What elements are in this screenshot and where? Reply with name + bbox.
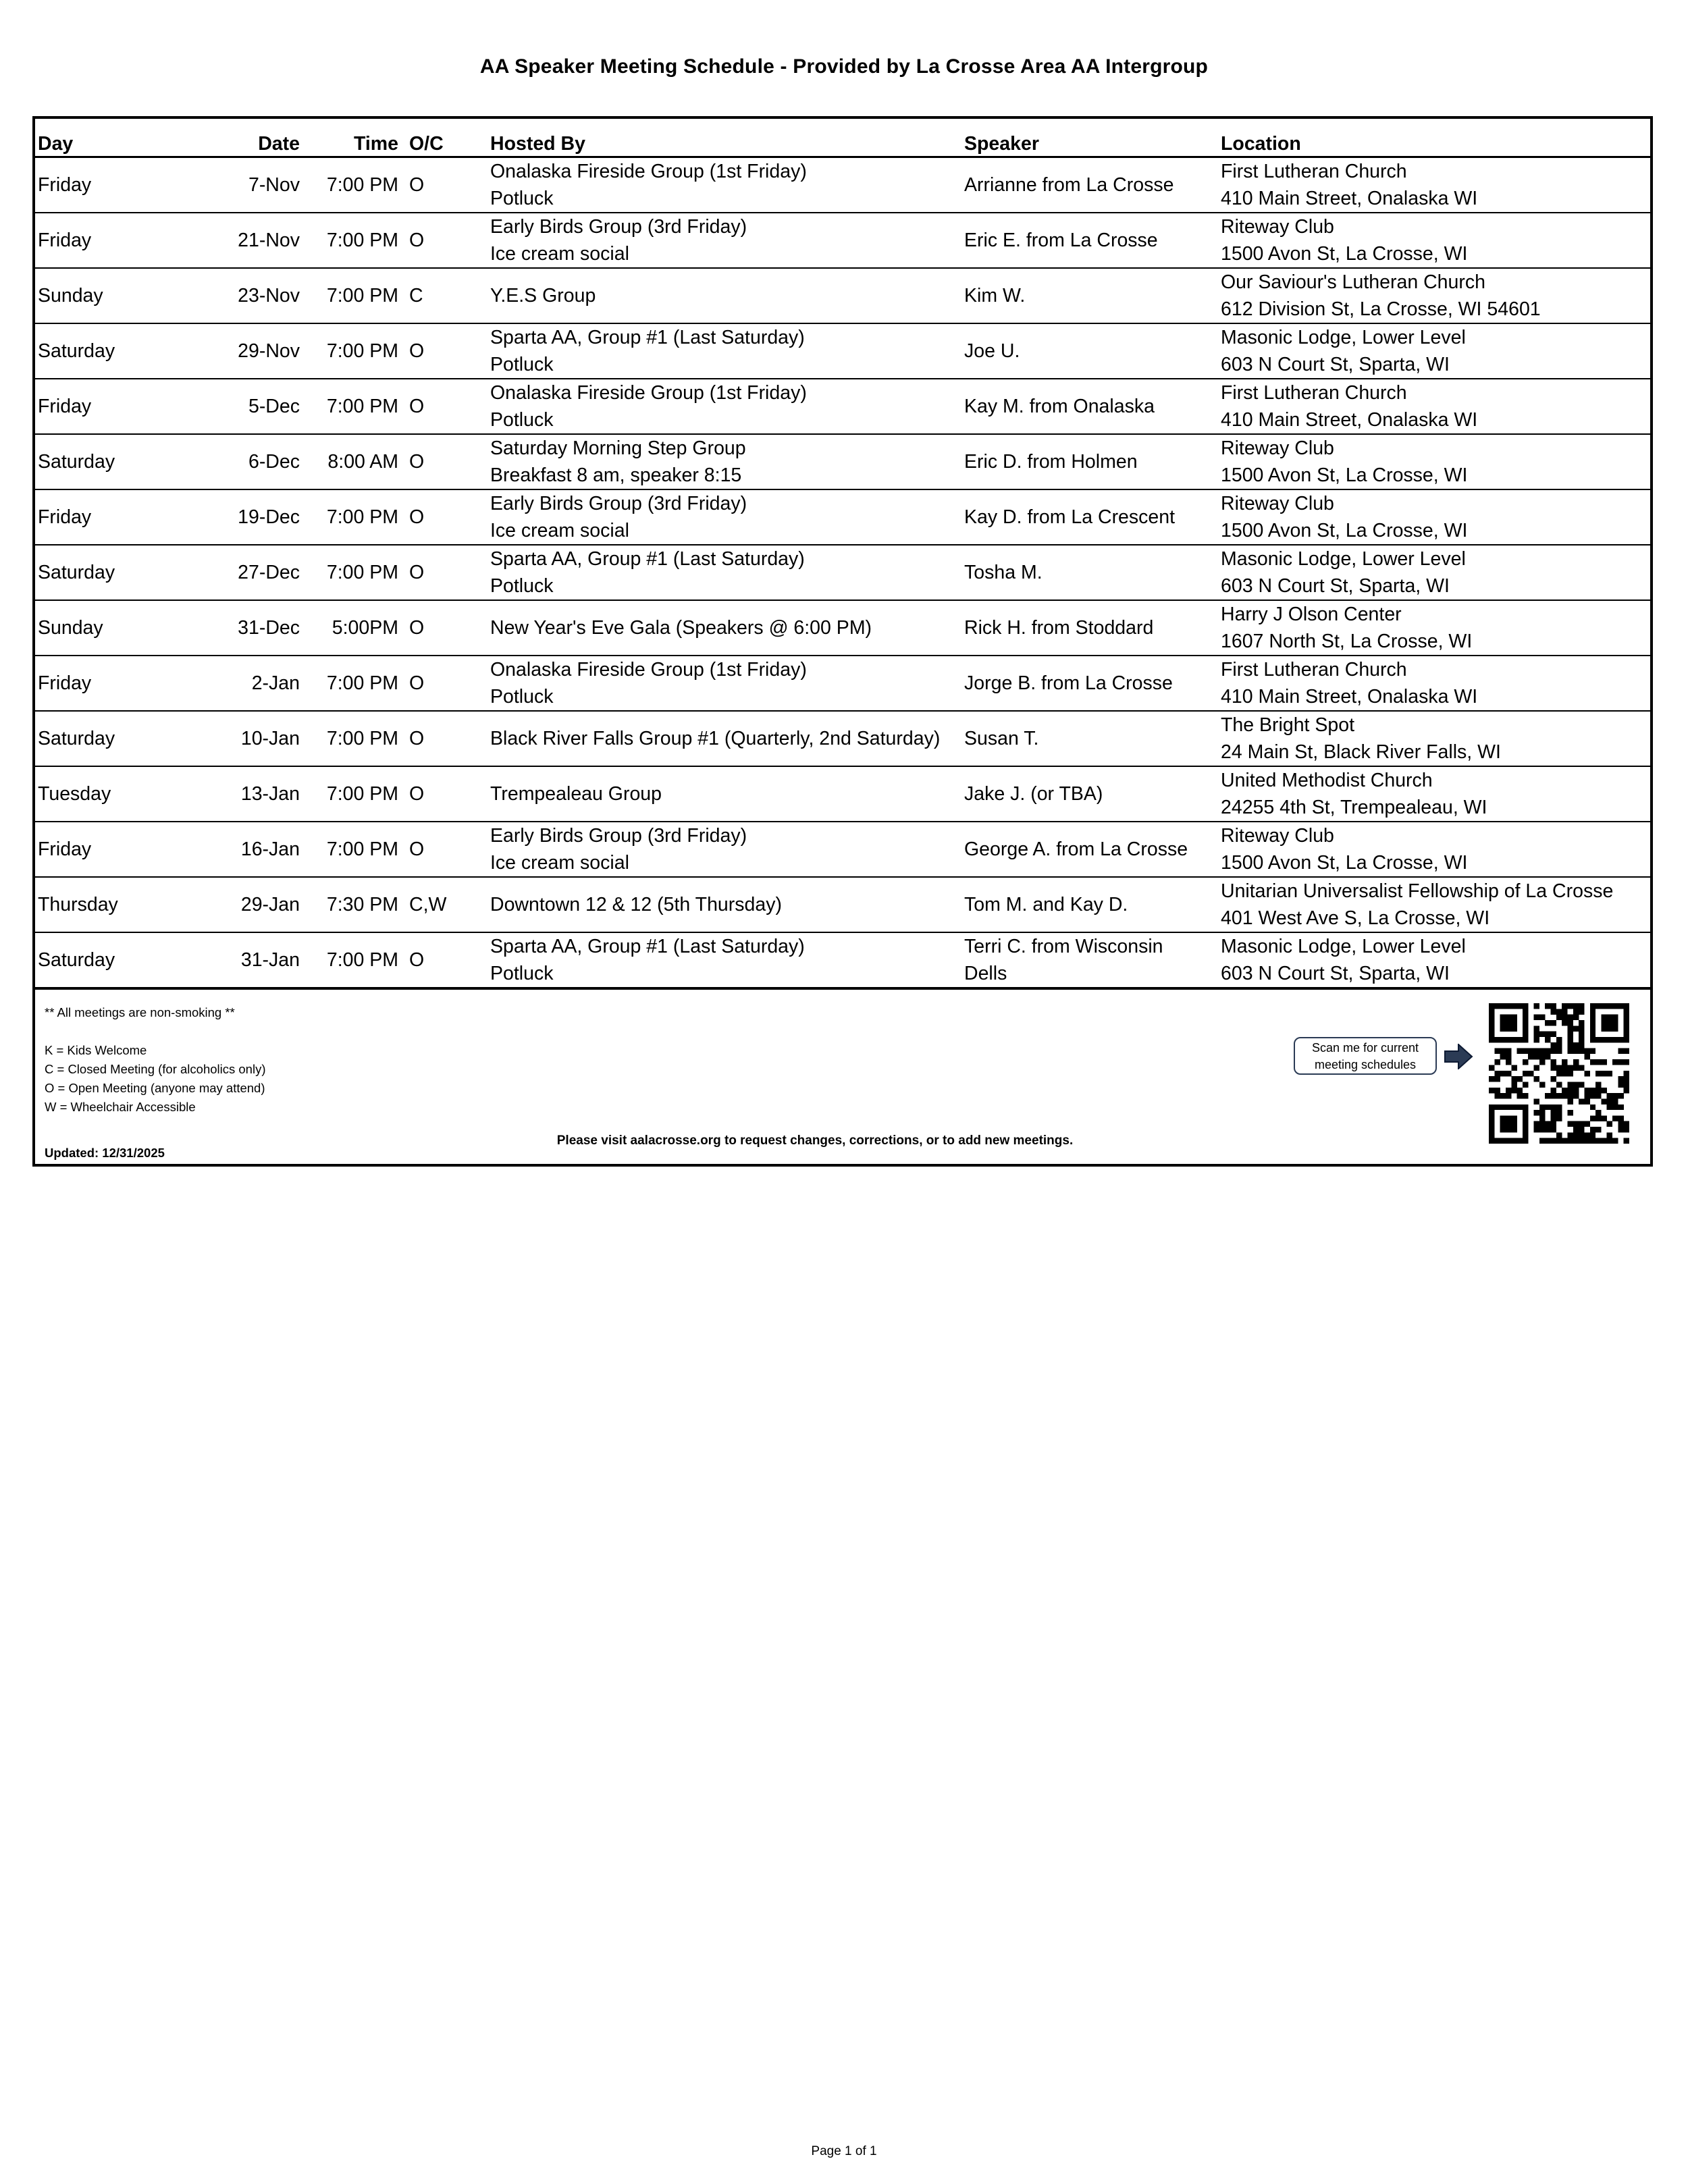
cell-hosted-by-line-1: Downtown 12 & 12 (5th Thursday) xyxy=(490,894,782,915)
cell-speaker-line-1: Kim W. xyxy=(964,285,1026,307)
scan-line-1: Scan me for current xyxy=(1311,1041,1419,1055)
cell-location-line-2: 1500 Avon St, La Crosse, WI xyxy=(1221,520,1468,541)
cell-hosted-by-line-2: Potluck xyxy=(490,188,554,209)
cell-time: 7:00 PM xyxy=(308,157,406,213)
cell-time: 7:00 PM xyxy=(308,766,406,822)
cell-hosted-by xyxy=(487,711,961,766)
cell-day: Friday xyxy=(35,213,221,268)
cell-location-line-2: 410 Main Street, Onalaska WI xyxy=(1221,409,1478,431)
header-time: Time xyxy=(308,119,406,157)
cell-hosted-by xyxy=(487,822,961,877)
table-row xyxy=(35,157,1650,213)
cell-hosted-by-line-1: Sparta AA, Group #1 (Last Saturday) xyxy=(490,936,805,957)
schedule-table xyxy=(35,119,1650,990)
cell-location xyxy=(1218,656,1650,711)
cell-location xyxy=(1218,932,1650,988)
cell-date: 29-Nov xyxy=(221,323,308,379)
cell-day: Sunday xyxy=(35,600,221,656)
updated-date: Updated: 12/31/2025 xyxy=(45,1146,165,1160)
table-row xyxy=(35,656,1650,711)
cell-speaker-line-1: Tosha M. xyxy=(964,562,1043,583)
cell-day: Saturday xyxy=(35,711,221,766)
cell-oc: O xyxy=(406,545,487,600)
cell-speaker-line-1: Jorge B. from La Crosse xyxy=(964,672,1173,694)
cell-hosted-by-line-1: Trempealeau Group xyxy=(490,783,662,805)
cell-hosted-by xyxy=(487,157,961,213)
cell-day: Sunday xyxy=(35,268,221,323)
cell-oc: O xyxy=(406,822,487,877)
cell-speaker-line-1: Arrianne from La Crosse xyxy=(964,174,1174,196)
header-oc: O/C xyxy=(406,119,487,157)
cell-location xyxy=(1218,489,1650,545)
cell-speaker xyxy=(961,434,1218,489)
cell-hosted-by-line-1: Sparta AA, Group #1 (Last Saturday) xyxy=(490,548,805,570)
header-speaker: Speaker xyxy=(961,119,1218,157)
legend-item: W = Wheelchair Accessible xyxy=(45,1100,196,1114)
cell-location xyxy=(1218,711,1650,766)
cell-hosted-by-line-2: Potluck xyxy=(490,354,554,375)
table-row xyxy=(35,545,1650,600)
cell-speaker-line-1: Eric D. from Holmen xyxy=(964,451,1138,473)
cell-date: 10-Jan xyxy=(221,711,308,766)
cell-oc: O xyxy=(406,766,487,822)
cell-time: 5:00PM xyxy=(308,600,406,656)
cell-speaker-line-1: Jake J. (or TBA) xyxy=(964,783,1103,805)
cell-time: 7:00 PM xyxy=(308,932,406,988)
cell-speaker-line-1: Terri C. from Wisconsin xyxy=(964,936,1163,957)
cell-hosted-by-line-2: Potluck xyxy=(490,686,554,708)
cell-hosted-by xyxy=(487,489,961,545)
cell-time: 7:30 PM xyxy=(308,877,406,932)
cell-location xyxy=(1218,268,1650,323)
cell-location-line-1: Riteway Club xyxy=(1221,825,1334,847)
cell-oc: O xyxy=(406,323,487,379)
cell-hosted-by-line-1: Sparta AA, Group #1 (Last Saturday) xyxy=(490,327,805,348)
cell-speaker-line-2: Dells xyxy=(964,963,1007,984)
cell-location-line-2: 1500 Avon St, La Crosse, WI xyxy=(1221,464,1468,486)
header-row xyxy=(35,119,1650,157)
cell-date: 27-Dec xyxy=(221,545,308,600)
table-row xyxy=(35,268,1650,323)
cell-oc: O xyxy=(406,489,487,545)
cell-speaker-line-1: Kay M. from Onalaska xyxy=(964,396,1155,417)
cell-hosted-by xyxy=(487,766,961,822)
table-row xyxy=(35,213,1650,268)
cell-time: 7:00 PM xyxy=(308,323,406,379)
cell-speaker xyxy=(961,379,1218,434)
table-row xyxy=(35,600,1650,656)
cell-date: 19-Dec xyxy=(221,489,308,545)
cell-hosted-by-line-2: Potluck xyxy=(490,575,554,597)
cell-day: Saturday xyxy=(35,323,221,379)
table-row xyxy=(35,323,1650,379)
cell-time: 7:00 PM xyxy=(308,656,406,711)
cell-time: 7:00 PM xyxy=(308,379,406,434)
cell-date: 13-Jan xyxy=(221,766,308,822)
cell-day: Friday xyxy=(35,656,221,711)
cell-speaker xyxy=(961,600,1218,656)
cell-date: 7-Nov xyxy=(221,157,308,213)
cell-hosted-by xyxy=(487,379,961,434)
scan-line-2: meeting schedules xyxy=(1314,1058,1417,1071)
legend-item: O = Open Meeting (anyone may attend) xyxy=(45,1081,265,1095)
cell-hosted-by-line-1: Onalaska Fireside Group (1st Friday) xyxy=(490,659,807,681)
cell-location-line-2: 410 Main Street, Onalaska WI xyxy=(1221,686,1478,708)
cell-hosted-by xyxy=(487,656,961,711)
cell-oc: C xyxy=(406,268,487,323)
cell-date: 16-Jan xyxy=(221,822,308,877)
table-row xyxy=(35,877,1650,932)
cell-date: 31-Dec xyxy=(221,600,308,656)
cell-time: 7:00 PM xyxy=(308,711,406,766)
cell-location-line-1: Riteway Club xyxy=(1221,493,1334,514)
cell-time: 7:00 PM xyxy=(308,268,406,323)
cell-location-line-1: The Bright Spot xyxy=(1221,714,1355,736)
cell-hosted-by-line-2: Breakfast 8 am, speaker 8:15 xyxy=(490,464,742,486)
cell-hosted-by-line-1: New Year's Eve Gala (Speakers @ 6:00 PM) xyxy=(490,617,872,639)
cell-speaker xyxy=(961,545,1218,600)
arrow-right-icon xyxy=(1444,1044,1473,1069)
cell-location xyxy=(1218,379,1650,434)
cell-location-line-1: Masonic Lodge, Lower Level xyxy=(1221,548,1466,570)
cell-hosted-by xyxy=(487,877,961,932)
cell-location-line-2: 24 Main St, Black River Falls, WI xyxy=(1221,741,1501,763)
cell-hosted-by-line-2: Ice cream social xyxy=(490,520,629,541)
cell-day: Friday xyxy=(35,157,221,213)
table-row xyxy=(35,766,1650,822)
cell-speaker xyxy=(961,932,1218,988)
cell-speaker xyxy=(961,268,1218,323)
cell-hosted-by-line-1: Early Birds Group (3rd Friday) xyxy=(490,216,747,238)
cell-location-line-1: Unitarian Universalist Fellowship of La Crosse xyxy=(1221,880,1614,902)
cell-day: Saturday xyxy=(35,932,221,988)
cell-oc: O xyxy=(406,656,487,711)
cell-date: 21-Nov xyxy=(221,213,308,268)
cell-day: Friday xyxy=(35,489,221,545)
cell-hosted-by xyxy=(487,932,961,988)
cell-location xyxy=(1218,600,1650,656)
cell-time: 7:00 PM xyxy=(308,822,406,877)
cell-hosted-by-line-2: Potluck xyxy=(490,409,554,431)
cell-location-line-2: 603 N Court St, Sparta, WI xyxy=(1221,354,1450,375)
cell-speaker xyxy=(961,711,1218,766)
cell-speaker-line-1: Kay D. from La Crescent xyxy=(964,506,1176,528)
cell-location-line-1: Our Saviour's Lutheran Church xyxy=(1221,271,1485,293)
cell-time: 7:00 PM xyxy=(308,213,406,268)
cell-oc: O xyxy=(406,434,487,489)
qr-code-icon[interactable] xyxy=(1484,1003,1634,1144)
cell-location xyxy=(1218,213,1650,268)
cell-oc: O xyxy=(406,711,487,766)
cell-location-line-1: First Lutheran Church xyxy=(1221,161,1407,182)
cell-location-line-1: First Lutheran Church xyxy=(1221,382,1407,404)
cell-date: 29-Jan xyxy=(221,877,308,932)
cell-day: Friday xyxy=(35,822,221,877)
cell-speaker-line-1: Eric E. from La Crosse xyxy=(964,230,1158,251)
cell-location-line-2: 1607 North St, La Crosse, WI xyxy=(1221,631,1473,652)
cell-hosted-by-line-1: Early Birds Group (3rd Friday) xyxy=(490,825,747,847)
cell-location-line-2: 603 N Court St, Sparta, WI xyxy=(1221,963,1450,984)
cell-date: 31-Jan xyxy=(221,932,308,988)
cell-speaker xyxy=(961,213,1218,268)
cell-hosted-by xyxy=(487,323,961,379)
table-row xyxy=(35,379,1650,434)
cell-hosted-by-line-1: Saturday Morning Step Group xyxy=(490,437,746,459)
cell-hosted-by-line-1: Onalaska Fireside Group (1st Friday) xyxy=(490,382,807,404)
table-row xyxy=(35,822,1650,877)
visit-note: Please visit aalacrosse.org to request changes, corrections, or to add new meetings. xyxy=(556,1134,1074,1148)
cell-location-line-1: Masonic Lodge, Lower Level xyxy=(1221,327,1466,348)
cell-date: 2-Jan xyxy=(221,656,308,711)
table-row xyxy=(35,711,1650,766)
cell-speaker xyxy=(961,157,1218,213)
cell-hosted-by xyxy=(487,213,961,268)
cell-location-line-2: 1500 Avon St, La Crosse, WI xyxy=(1221,243,1468,265)
cell-hosted-by-line-1: Black River Falls Group #1 (Quarterly, 2nd Saturday) xyxy=(490,728,941,749)
cell-location-line-2: 401 West Ave S, La Crosse, WI xyxy=(1221,907,1490,929)
cell-location-line-1: United Methodist Church xyxy=(1221,770,1433,791)
cell-speaker-line-1: Susan T. xyxy=(964,728,1039,749)
cell-speaker xyxy=(961,877,1218,932)
cell-oc: O xyxy=(406,600,487,656)
cell-hosted-by xyxy=(487,545,961,600)
cell-location xyxy=(1218,877,1650,932)
header-hosted-by: Hosted By xyxy=(487,119,961,157)
cell-location-line-2: 24255 4th St, Trempealeau, WI xyxy=(1221,797,1487,818)
cell-hosted-by xyxy=(487,268,961,323)
cell-time: 7:00 PM xyxy=(308,489,406,545)
footer xyxy=(32,990,1653,1167)
cell-hosted-by-line-1: Onalaska Fireside Group (1st Friday) xyxy=(490,161,807,182)
cell-time: 7:00 PM xyxy=(308,545,406,600)
cell-location xyxy=(1218,822,1650,877)
cell-location xyxy=(1218,323,1650,379)
cell-day: Saturday xyxy=(35,434,221,489)
cell-oc: C,W xyxy=(406,877,487,932)
cell-location xyxy=(1218,434,1650,489)
cell-hosted-by-line-1: Y.E.S Group xyxy=(490,285,596,307)
cell-speaker xyxy=(961,656,1218,711)
cell-speaker xyxy=(961,489,1218,545)
cell-speaker-line-1: Tom M. and Kay D. xyxy=(964,894,1128,915)
cell-speaker-line-1: Joe U. xyxy=(964,340,1020,362)
cell-date: 5-Dec xyxy=(221,379,308,434)
cell-day: Friday xyxy=(35,379,221,434)
cell-oc: O xyxy=(406,213,487,268)
cell-hosted-by xyxy=(487,600,961,656)
cell-speaker xyxy=(961,323,1218,379)
cell-location-line-2: 410 Main Street, Onalaska WI xyxy=(1221,188,1478,209)
scan-callout xyxy=(1294,1037,1437,1075)
page-number: Page 1 of 1 xyxy=(811,2144,877,2158)
cell-location-line-1: Harry J Olson Center xyxy=(1221,604,1402,625)
cell-location-line-2: 612 Division St, La Crosse, WI 54601 xyxy=(1221,298,1541,320)
cell-hosted-by-line-2: Ice cream social xyxy=(490,243,629,265)
table-row xyxy=(35,489,1650,545)
legend-item: K = Kids Welcome xyxy=(45,1043,147,1057)
non-smoking-note: ** All meetings are non-smoking ** xyxy=(45,1005,235,1019)
table-row xyxy=(35,932,1650,988)
cell-location xyxy=(1218,157,1650,213)
header-date: Date xyxy=(221,119,308,157)
table-row xyxy=(35,434,1650,489)
cell-location xyxy=(1218,545,1650,600)
cell-date: 6-Dec xyxy=(221,434,308,489)
cell-location xyxy=(1218,766,1650,822)
cell-oc: O xyxy=(406,379,487,434)
cell-oc: O xyxy=(406,157,487,213)
header-day: Day xyxy=(35,119,221,157)
cell-speaker xyxy=(961,822,1218,877)
cell-hosted-by-line-1: Early Birds Group (3rd Friday) xyxy=(490,493,747,514)
cell-location-line-1: Riteway Club xyxy=(1221,437,1334,459)
cell-location-line-1: First Lutheran Church xyxy=(1221,659,1407,681)
cell-speaker-line-1: George A. from La Crosse xyxy=(964,838,1188,860)
header-location: Location xyxy=(1218,119,1650,157)
cell-location-line-2: 603 N Court St, Sparta, WI xyxy=(1221,575,1450,597)
cell-day: Tuesday xyxy=(35,766,221,822)
cell-speaker xyxy=(961,766,1218,822)
legend-item: C = Closed Meeting (for alcoholics only) xyxy=(45,1062,266,1076)
page-title: AA Speaker Meeting Schedule - Provided by La Crosse Area AA Intergroup xyxy=(479,55,1209,78)
cell-date: 23-Nov xyxy=(221,268,308,323)
cell-hosted-by-line-2: Ice cream social xyxy=(490,852,629,874)
cell-hosted-by xyxy=(487,434,961,489)
cell-location-line-1: Masonic Lodge, Lower Level xyxy=(1221,936,1466,957)
cell-hosted-by-line-2: Potluck xyxy=(490,963,554,984)
cell-time: 8:00 AM xyxy=(308,434,406,489)
cell-location-line-2: 1500 Avon St, La Crosse, WI xyxy=(1221,852,1468,874)
cell-day: Thursday xyxy=(35,877,221,932)
cell-day: Saturday xyxy=(35,545,221,600)
cell-speaker-line-1: Rick H. from Stoddard xyxy=(964,617,1154,639)
cell-oc: O xyxy=(406,932,487,988)
cell-location-line-1: Riteway Club xyxy=(1221,216,1334,238)
